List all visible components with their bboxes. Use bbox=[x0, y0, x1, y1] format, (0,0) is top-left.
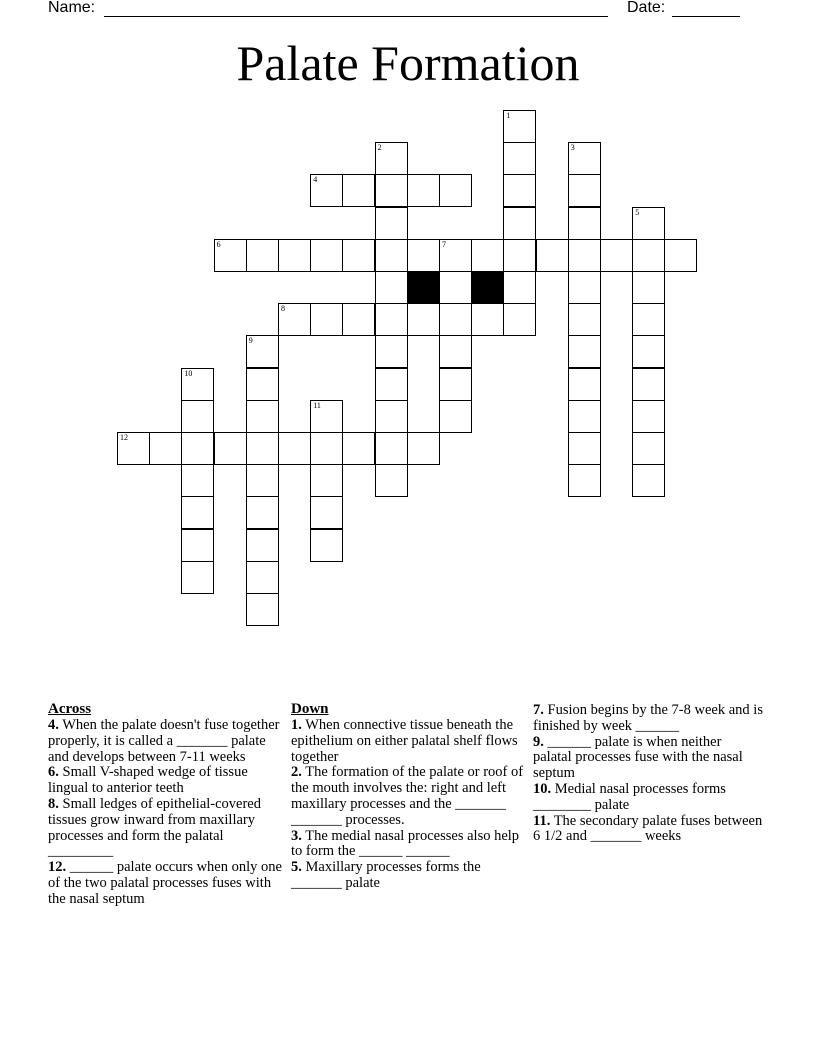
crossword-cell[interactable] bbox=[632, 271, 665, 304]
crossword-cell[interactable] bbox=[246, 496, 279, 529]
across-heading: Across bbox=[48, 701, 92, 717]
date-field[interactable] bbox=[672, 16, 740, 17]
crossword-cell[interactable] bbox=[181, 368, 214, 401]
clue-across-12: 12. ______ palate occurs when only one of the two palatal processes fuses with the nasal septum bbox=[48, 859, 282, 907]
crossword-cell[interactable] bbox=[342, 239, 375, 272]
crossword-cell[interactable] bbox=[439, 368, 472, 401]
crossword-cell[interactable] bbox=[214, 239, 247, 272]
crossword-cell[interactable] bbox=[246, 529, 279, 562]
black-square bbox=[471, 271, 504, 304]
page-title: Palate Formation bbox=[236, 35, 580, 91]
crossword-cell[interactable] bbox=[568, 142, 601, 175]
clue-down-9: 9. ______ palate is when neither palatal processes fuse with the nasal septum bbox=[533, 733, 743, 782]
crossword-cell[interactable] bbox=[310, 303, 343, 336]
crossword-cell[interactable] bbox=[375, 207, 408, 240]
crossword-cell[interactable] bbox=[568, 303, 601, 336]
crossword-cell[interactable] bbox=[342, 432, 375, 465]
crossword-cell[interactable] bbox=[568, 432, 601, 465]
crossword-cell[interactable] bbox=[632, 432, 665, 465]
crossword-cell[interactable] bbox=[632, 368, 665, 401]
clue-across-8: 8. Small ledges of epithelial-covered tissues grow inward from maxillary processes and form the palatal _________ bbox=[48, 795, 261, 860]
crossword-cell[interactable] bbox=[278, 432, 311, 465]
crossword-cell[interactable] bbox=[310, 432, 343, 465]
crossword-cell[interactable] bbox=[632, 400, 665, 433]
down-clues-continued bbox=[533, 703, 763, 845]
crossword-cell[interactable] bbox=[568, 174, 601, 207]
crossword-cell[interactable] bbox=[375, 464, 408, 497]
crossword-cell[interactable] bbox=[214, 432, 247, 465]
crossword-cell[interactable] bbox=[246, 239, 279, 272]
crossword-cell[interactable] bbox=[439, 335, 472, 368]
clue-number: 3 bbox=[570, 143, 575, 153]
crossword-cell[interactable] bbox=[439, 239, 472, 272]
clue-number: 2 bbox=[377, 143, 382, 153]
crossword-cell[interactable] bbox=[503, 207, 536, 240]
crossword-cell[interactable] bbox=[536, 239, 569, 272]
crossword-cell[interactable] bbox=[439, 174, 472, 207]
crossword-cell[interactable] bbox=[439, 400, 472, 433]
clue-down-5: 5. Maxillary processes forms the _______ palate bbox=[291, 859, 481, 891]
crossword-cell[interactable] bbox=[471, 239, 504, 272]
crossword-cell[interactable] bbox=[503, 303, 536, 336]
crossword-cell[interactable] bbox=[503, 239, 536, 272]
crossword-cell[interactable] bbox=[149, 432, 182, 465]
clue-number: 11 bbox=[313, 400, 321, 410]
crossword-cell[interactable] bbox=[246, 464, 279, 497]
crossword-cell[interactable] bbox=[342, 303, 375, 336]
crossword-cell[interactable] bbox=[181, 432, 214, 465]
crossword-cell[interactable] bbox=[375, 239, 408, 272]
clue-across-6: 6. Small V-shaped wedge of tissue lingual to anterior teeth bbox=[48, 764, 248, 797]
crossword-cell[interactable] bbox=[632, 239, 665, 272]
crossword-cell[interactable] bbox=[407, 174, 440, 207]
crossword-cell[interactable] bbox=[117, 432, 150, 465]
crossword-cell[interactable] bbox=[632, 207, 665, 240]
crossword-cell[interactable] bbox=[246, 593, 279, 626]
crossword-cell[interactable] bbox=[342, 174, 375, 207]
crossword-cell[interactable] bbox=[181, 464, 214, 497]
clue-down-10: 10. Medial nasal processes forms ________ palate bbox=[533, 780, 726, 813]
clue-number: 8 bbox=[281, 304, 285, 314]
down-clues bbox=[291, 701, 527, 892]
crossword-cell[interactable] bbox=[568, 335, 601, 368]
clue-number: 5 bbox=[635, 207, 640, 217]
crossword-cell[interactable] bbox=[310, 239, 343, 272]
header bbox=[0, 0, 816, 20]
crossword-cell[interactable] bbox=[503, 110, 536, 143]
crossword-cell[interactable] bbox=[568, 239, 601, 272]
crossword-cell[interactable] bbox=[632, 464, 665, 497]
clue-number: 9 bbox=[248, 336, 253, 346]
crossword-cell[interactable] bbox=[246, 335, 279, 368]
crossword-cell[interactable] bbox=[375, 142, 408, 175]
crossword-cell[interactable] bbox=[503, 142, 536, 175]
clue-number: 10 bbox=[184, 368, 193, 378]
crossword-cell[interactable] bbox=[375, 303, 408, 336]
crossword-cell[interactable] bbox=[407, 432, 440, 465]
crossword-cell[interactable] bbox=[439, 271, 472, 304]
crossword-cell[interactable] bbox=[278, 303, 311, 336]
crossword-cell[interactable] bbox=[375, 400, 408, 433]
crossword-cell[interactable] bbox=[503, 174, 536, 207]
crossword-cell[interactable] bbox=[503, 271, 536, 304]
clue-number: 12 bbox=[120, 433, 128, 442]
crossword-cell[interactable] bbox=[246, 368, 279, 401]
clue-number: 1 bbox=[506, 111, 511, 120]
crossword-cell[interactable] bbox=[310, 174, 343, 207]
across-clues bbox=[48, 701, 286, 908]
down-heading: Down bbox=[291, 701, 329, 717]
clue-down-3: 3. The medial nasal processes also help to form the ______ ______ bbox=[291, 827, 520, 860]
crossword-cell[interactable] bbox=[181, 561, 214, 594]
clue-across-4: 4. When the palate doesn't fuse together properly, it is called a _______ palate and develops between 7-11 weeks bbox=[48, 717, 280, 765]
crossword-cell[interactable] bbox=[407, 239, 440, 272]
crossword-cell[interactable] bbox=[181, 496, 214, 529]
crossword-cell[interactable] bbox=[375, 271, 408, 304]
crossword-cell[interactable] bbox=[568, 271, 601, 304]
clue-number: 7 bbox=[442, 239, 446, 249]
crossword-cell[interactable] bbox=[246, 432, 279, 465]
crossword-cell[interactable] bbox=[568, 368, 601, 401]
crossword-cell[interactable] bbox=[568, 207, 601, 240]
crossword-cell[interactable] bbox=[568, 464, 601, 497]
crossword-cell[interactable] bbox=[439, 303, 472, 336]
crossword-cell[interactable] bbox=[375, 368, 408, 401]
crossword-cell[interactable] bbox=[471, 303, 504, 336]
crossword-cell[interactable] bbox=[310, 464, 343, 497]
crossword-cell[interactable] bbox=[632, 335, 665, 368]
crossword-cell[interactable] bbox=[310, 496, 343, 529]
crossword-cell[interactable] bbox=[375, 432, 408, 465]
clue-down-7: 7. Fusion begins by the 7-8 week and is finished by week ______ bbox=[533, 702, 763, 734]
crossword-cell[interactable] bbox=[600, 239, 633, 272]
crossword-cell[interactable] bbox=[181, 400, 214, 433]
crossword-cell[interactable] bbox=[310, 400, 343, 433]
name-field[interactable] bbox=[104, 16, 608, 17]
crossword-cell[interactable] bbox=[310, 529, 343, 562]
crossword-cell[interactable] bbox=[375, 174, 408, 207]
clue-down-11: 11. The secondary palate fuses between 6 1/2 and _______ weeks bbox=[533, 812, 763, 845]
crossword-cell[interactable] bbox=[246, 400, 279, 433]
clue-down-1: 1. When connective tissue beneath the epithelium on either palatal shelf flows together bbox=[291, 717, 518, 765]
clue-down-2: 2. The formation of the palate or roof of the mouth involves the: right and left maxillary processes and the _______ _______ processes. bbox=[291, 764, 524, 828]
crossword-cell[interactable] bbox=[375, 335, 408, 368]
name-label: Name: bbox=[48, 0, 96, 16]
crossword-cell[interactable] bbox=[568, 400, 601, 433]
crossword-cell[interactable] bbox=[278, 239, 311, 272]
black-square bbox=[407, 271, 440, 304]
crossword-cell[interactable] bbox=[632, 303, 665, 336]
clue-number: 6 bbox=[216, 239, 221, 249]
crossword-cell[interactable] bbox=[181, 529, 214, 562]
crossword-cell[interactable] bbox=[664, 239, 697, 272]
crossword-cell[interactable] bbox=[407, 303, 440, 336]
clue-number: 4 bbox=[313, 175, 318, 185]
date-label: Date: bbox=[627, 0, 666, 16]
crossword-cell[interactable] bbox=[246, 561, 279, 594]
